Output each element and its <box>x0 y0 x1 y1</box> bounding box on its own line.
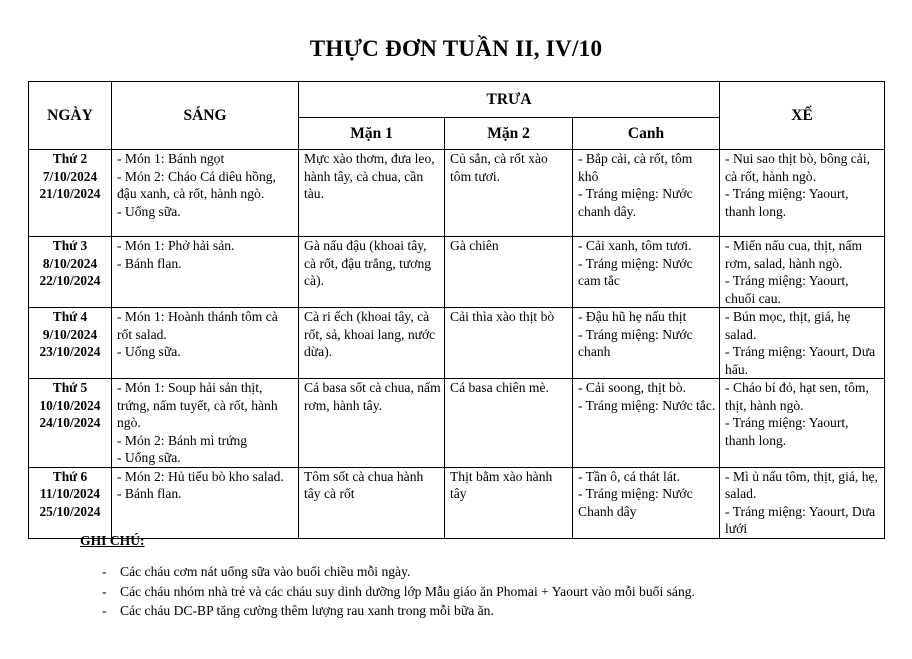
afternoon-cell-line: - Tráng miệng: Yaourt, thanh long. <box>725 186 849 219</box>
day-cell-line: 10/10/2024 <box>39 397 101 413</box>
canh-cell-line: - Tráng miệng: Nước chanh dây. <box>578 186 693 219</box>
man-1-cell <box>299 379 445 468</box>
day-cell-line: 22/10/2024 <box>39 273 101 288</box>
man-2-cell <box>445 150 573 237</box>
morning-cell <box>112 467 299 538</box>
afternoon-cell-line: - Tráng miệng: Yaourt, thanh long. <box>725 415 849 448</box>
canh-cell-line: - Cải soong, thịt bò. <box>578 380 686 395</box>
afternoon-cell <box>720 237 885 308</box>
note-text: Các cháu cơm nát uống sữa vào buổi chiều mỗi ngày. <box>120 564 411 579</box>
man-1-cell-line: Gà nấu đậu (khoai tây, cà rốt, đậu trắng, tương cà). <box>304 238 432 288</box>
note-item <box>80 582 695 602</box>
man-1-cell <box>299 237 445 308</box>
note-bullet: - <box>102 564 107 579</box>
note-item <box>80 562 695 582</box>
afternoon-cell <box>720 150 885 237</box>
canh-cell <box>573 467 720 538</box>
day-cell <box>29 379 112 468</box>
day-cell-line: 21/10/2024 <box>39 186 101 201</box>
note-bullet: - <box>102 583 107 599</box>
man-1-cell-line: Mực xào thơm, đưa leo, hành tây, cà chua, cần tàu. <box>304 151 435 201</box>
day-cell-line: Thứ 6 <box>52 468 88 484</box>
afternoon-cell-line: - Mì ủ nấu tôm, thịt, giá, hẹ, salad. <box>725 468 878 501</box>
note-text: Các cháu DC-BP tăng cường thêm lượng rau xanh trong mỗi bữa ăn. <box>120 603 494 618</box>
day-cell-line: 24/10/2024 <box>39 415 101 430</box>
afternoon-cell-line: - Miến nấu cua, thịt, nấm rơm, salad, hành ngò. <box>725 238 863 271</box>
morning-cell-line: - Món 2: Cháo Cá diêu hồng, đậu xanh, cà rốt, hành ngò. <box>117 168 276 201</box>
afternoon-cell <box>720 467 885 538</box>
table-row <box>29 237 885 308</box>
canh-cell <box>573 308 720 379</box>
afternoon-cell-line: - Cháo bí đỏ, hạt sen, tôm, thịt, hành ngò. <box>725 380 869 413</box>
day-cell-line: 25/10/2024 <box>39 503 101 519</box>
morning-cell-line: - Uống sữa. <box>117 450 181 465</box>
menu-table-body <box>29 150 885 539</box>
morning-cell-line: - Uống sữa. <box>117 203 181 219</box>
day-cell-line: 11/10/2024 <box>39 486 101 501</box>
notes-section <box>80 533 695 621</box>
man-1-cell-line: Cá basa sốt cà chua, nấm rơm, hành tây. <box>304 380 441 413</box>
day-cell-line: Thứ 5 <box>52 380 88 395</box>
header-day: NGÀY <box>29 82 112 150</box>
canh-cell <box>573 150 720 237</box>
man-1-cell <box>299 150 445 237</box>
morning-cell-line: - Món 2: Bánh mì trứng <box>117 432 248 448</box>
header-lunch: TRƯA <box>299 82 720 118</box>
man-2-cell-line: Gà chiên <box>450 238 499 253</box>
note-text: Các cháu nhóm nhà trẻ và các cháu suy dinh dưỡng lớp Mẫu giáo ăn Phomai + Yaourt vào mỗi buổi sáng. <box>120 583 695 599</box>
canh-cell-line: - Tráng miệng: Nước Chanh dây <box>578 486 693 519</box>
man-2-cell-line: Cải thìa xào thịt bò <box>450 309 555 324</box>
man-1-cell <box>299 308 445 379</box>
man-1-cell-line: Tôm sốt cà chua hành tây cà rốt <box>304 468 424 501</box>
day-cell-line: 8/10/2024 <box>42 255 98 271</box>
canh-cell-line: - Bắp cải, cà rốt, tôm khô <box>578 151 693 184</box>
day-cell-line: Thứ 4 <box>52 309 88 324</box>
header-afternoon: XẾ <box>720 82 885 150</box>
man-1-cell-line: Cà ri ếch (khoai tây, cà rốt, sả, khoai lang, nước dừa). <box>304 309 436 359</box>
header-canh: Canh <box>573 118 720 150</box>
note-item <box>80 601 695 621</box>
morning-cell-line: - Món 1: Soup hải sản thịt, trứng, nấm tuyết, cà rốt, hành ngò. <box>117 380 278 430</box>
morning-cell-line: - Bánh flan. <box>117 255 182 271</box>
day-cell-line: 23/10/2024 <box>39 344 101 359</box>
canh-cell-line: - Tần ô, cá thát lát. <box>578 468 681 484</box>
morning-cell <box>112 379 299 468</box>
weekly-menu-table <box>28 81 885 539</box>
note-bullet: - <box>102 603 107 618</box>
man-2-cell <box>445 379 573 468</box>
page-title: THỰC ĐƠN TUẦN II, IV/10 <box>309 36 603 61</box>
table-row <box>29 150 885 237</box>
man-2-cell <box>445 237 573 308</box>
table-row <box>29 379 885 468</box>
afternoon-cell-line: - Tráng miệng: Yaourt, Dưa hấu. <box>725 344 876 377</box>
canh-cell-line: - Đậu hũ hẹ nấu thịt <box>578 309 687 324</box>
afternoon-cell <box>720 379 885 468</box>
man-2-cell-line: Cá basa chiên mè. <box>450 380 549 395</box>
afternoon-cell <box>720 308 885 379</box>
morning-cell <box>112 150 299 237</box>
afternoon-cell-line: - Tráng miệng: Yaourt, Dưa lưới <box>725 503 876 536</box>
morning-cell-line: - Món 1: Phở hải sản. <box>117 238 235 253</box>
header-man-2: Mặn 2 <box>445 118 573 150</box>
afternoon-cell-line: - Nui sao thịt bò, bông cải, cà rốt, hành ngò. <box>725 151 871 184</box>
header-morning: SÁNG <box>112 82 299 150</box>
afternoon-cell-line: - Tráng miệng: Yaourt, chuối cau. <box>725 273 849 306</box>
canh-cell-line: - Tráng miệng: Nước cam tắc <box>578 255 693 288</box>
day-cell-line: 9/10/2024 <box>42 326 98 342</box>
canh-cell-line: - Tráng miệng: Nước chanh <box>578 326 693 359</box>
day-cell <box>29 150 112 237</box>
notes-list <box>80 562 695 621</box>
morning-cell <box>112 308 299 379</box>
notes-title: GHI CHÚ: <box>80 533 145 548</box>
day-cell-line: Thứ 2 <box>52 151 88 166</box>
header-man-1: Mặn 1 <box>299 118 445 150</box>
day-cell-line: Thứ 3 <box>52 238 88 253</box>
day-cell <box>29 308 112 379</box>
day-cell <box>29 237 112 308</box>
table-row <box>29 467 885 538</box>
morning-cell-line: - Bánh flan. <box>117 486 182 501</box>
canh-cell <box>573 237 720 308</box>
man-2-cell-line: Thịt bằm xào hành tây <box>450 468 553 501</box>
afternoon-cell-line: - Bún mọc, thịt, giá, hẹ salad. <box>725 309 851 342</box>
day-cell-line: 7/10/2024 <box>42 168 98 184</box>
day-cell <box>29 467 112 538</box>
morning-cell-line: - Món 1: Hoành thánh tôm cà rốt salad. <box>117 309 278 342</box>
man-2-cell <box>445 467 573 538</box>
canh-cell-line: - Cải xanh, tôm tươi. <box>578 238 692 253</box>
man-2-cell-line: Củ sắn, cà rốt xào tôm tươi. <box>450 151 548 184</box>
table-row <box>29 308 885 379</box>
morning-cell-line: - Uống sữa. <box>117 344 181 359</box>
morning-cell-line: - Món 1: Bánh ngọt <box>117 151 225 166</box>
morning-cell <box>112 237 299 308</box>
morning-cell-line: - Món 2: Hủ tiếu bò kho salad. <box>117 468 284 484</box>
canh-cell-line: - Tráng miệng: Nước tắc. <box>578 397 716 413</box>
man-1-cell <box>299 467 445 538</box>
man-2-cell <box>445 308 573 379</box>
canh-cell <box>573 379 720 468</box>
